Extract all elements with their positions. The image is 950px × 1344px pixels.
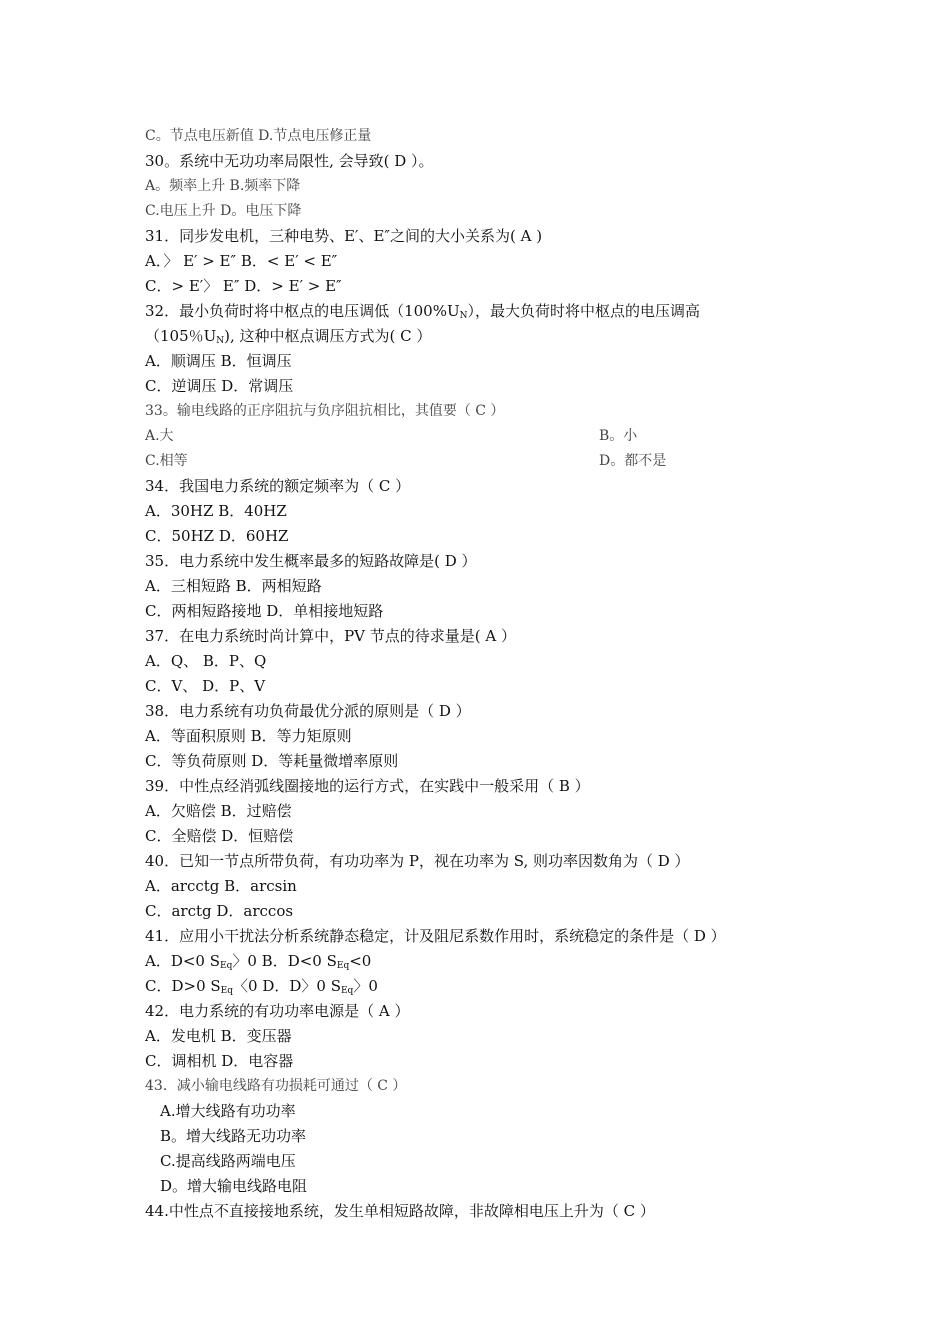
option-line: C．逆调压 D．常调压 (145, 377, 294, 395)
text-line: C.电压上升 D。电压下降 (145, 203, 302, 219)
question-41: 41．应用小干扰法分析系统静态稳定，计及阻尼系数作用时，系统稳定的条件是（ D ） (145, 927, 726, 945)
option-line (145, 949, 371, 974)
option-line: A.增大线路有功功率 (160, 1102, 296, 1120)
option-line: A．Q、 B．P、Q (145, 652, 267, 670)
text-span: 〉0 (353, 977, 378, 995)
question-37: 37．在电力系统时尚计算中，PV 节点的待求量是( A ） (145, 627, 517, 645)
option-line (145, 974, 378, 999)
text-span: 〈0 D．D〉0 S (233, 977, 341, 995)
option-line: C．两相短路接地 D．单相接地短路 (145, 602, 384, 620)
subscript: Eq (336, 961, 350, 971)
text-span: <0 (349, 952, 372, 970)
question-38: 38．电力系统有功负荷最优分派的原则是（ D ） (145, 702, 471, 720)
text-line: C。节点电压新值 D.节点电压修正量 (145, 128, 372, 144)
subscript: N (216, 336, 225, 346)
subscript: Eq (220, 961, 233, 971)
option-line: C．等负荷原则 D．等耗量微增率原则 (145, 752, 399, 770)
text-span: 〉0 B．D<0 S (232, 952, 337, 970)
option-line: C．50HZ D．60HZ (145, 527, 289, 545)
option-d: D。都不是 (599, 453, 667, 469)
question-35: 35．电力系统中发生概率最多的短路故障是( D ） (145, 552, 477, 570)
subscript: Eq (220, 986, 234, 996)
text-span: ), 这种中枢点调压方式为( C ） (224, 327, 432, 345)
text-span: （105％U (145, 327, 217, 345)
option-line: C．arctg D．arccos (145, 902, 294, 920)
text-span: 32．最小负荷时将中枢点的电压调低（100%U (145, 302, 460, 320)
option-line: C．调相机 D．电容器 (145, 1052, 294, 1070)
option-line (145, 449, 667, 474)
question-33: 33。输电线路的正序阻抗与负序阻抗相比，其值要（ C ） (145, 403, 505, 419)
question-43: 43．减小输电线路有功损耗可通过（ C ） (145, 1078, 407, 1094)
option-line: C．> E′〉 E″ D．> E′ > E″ (145, 277, 342, 295)
option-line: A．三相短路 B．两相短路 (145, 577, 322, 595)
option-b: B。小 (599, 428, 638, 444)
option-line: B。增大线路无功功率 (160, 1127, 307, 1145)
question-30: 30。系统中无功功率局限性, 会导致( D ）。 (145, 152, 434, 170)
text-span: A．D<0 S (145, 952, 221, 970)
option-line: C．V、 D．P、V (145, 677, 266, 695)
question-32-line1 (145, 299, 700, 324)
text-span: C．D>0 S (145, 977, 221, 995)
option-line: A．欠赔偿 B．过赔偿 (145, 802, 292, 820)
question-31: 31．同步发电机，三种电势、E′、E″之间的大小关系为( A ) (145, 227, 543, 245)
text-span: ），最大负荷时将中枢点的电压调高 (467, 302, 701, 320)
option-line: A．等面积原则 B．等力矩原则 (145, 727, 352, 745)
text-line: A。频率上升 B.频率下降 (145, 178, 301, 194)
question-44: 44.中性点不直接接地系统，发生单相短路故障，非故障相电压上升为（ C ） (145, 1202, 655, 1220)
question-42: 42．电力系统的有功功率电源是（ A ） (145, 1002, 410, 1020)
option-line: C.提高线路两端电压 (160, 1152, 296, 1170)
option-line: A．〉 E′ > E″ B．< E′ < E″ (145, 252, 338, 270)
option-line: A．30HZ B．40HZ (145, 502, 287, 520)
option-line: D。增大输电线路电阻 (160, 1177, 308, 1195)
option-c: C.相等 (145, 453, 188, 469)
question-40: 40．已知一节点所带负荷，有功功率为 P，视在功率为 S, 则功率因数角为（ D ） (145, 852, 690, 870)
question-34: 34．我国电力系统的额定频率为（ C ） (145, 477, 411, 495)
option-line: C．全赔偿 D．恒赔偿 (145, 827, 294, 845)
option-line (145, 424, 638, 449)
subscript: Eq (340, 986, 354, 996)
option-line: A．顺调压 B．恒调压 (145, 352, 292, 370)
option-a: A.大 (145, 428, 174, 444)
question-39: 39．中性点经消弧线圈接地的运行方式，在实践中一般采用（ B ） (145, 777, 590, 795)
subscript: N (459, 311, 468, 321)
option-line: A．发电机 B．变压器 (145, 1027, 292, 1045)
option-line: A．arcctg B．arcsin (145, 877, 297, 895)
question-32-line2 (145, 324, 431, 349)
